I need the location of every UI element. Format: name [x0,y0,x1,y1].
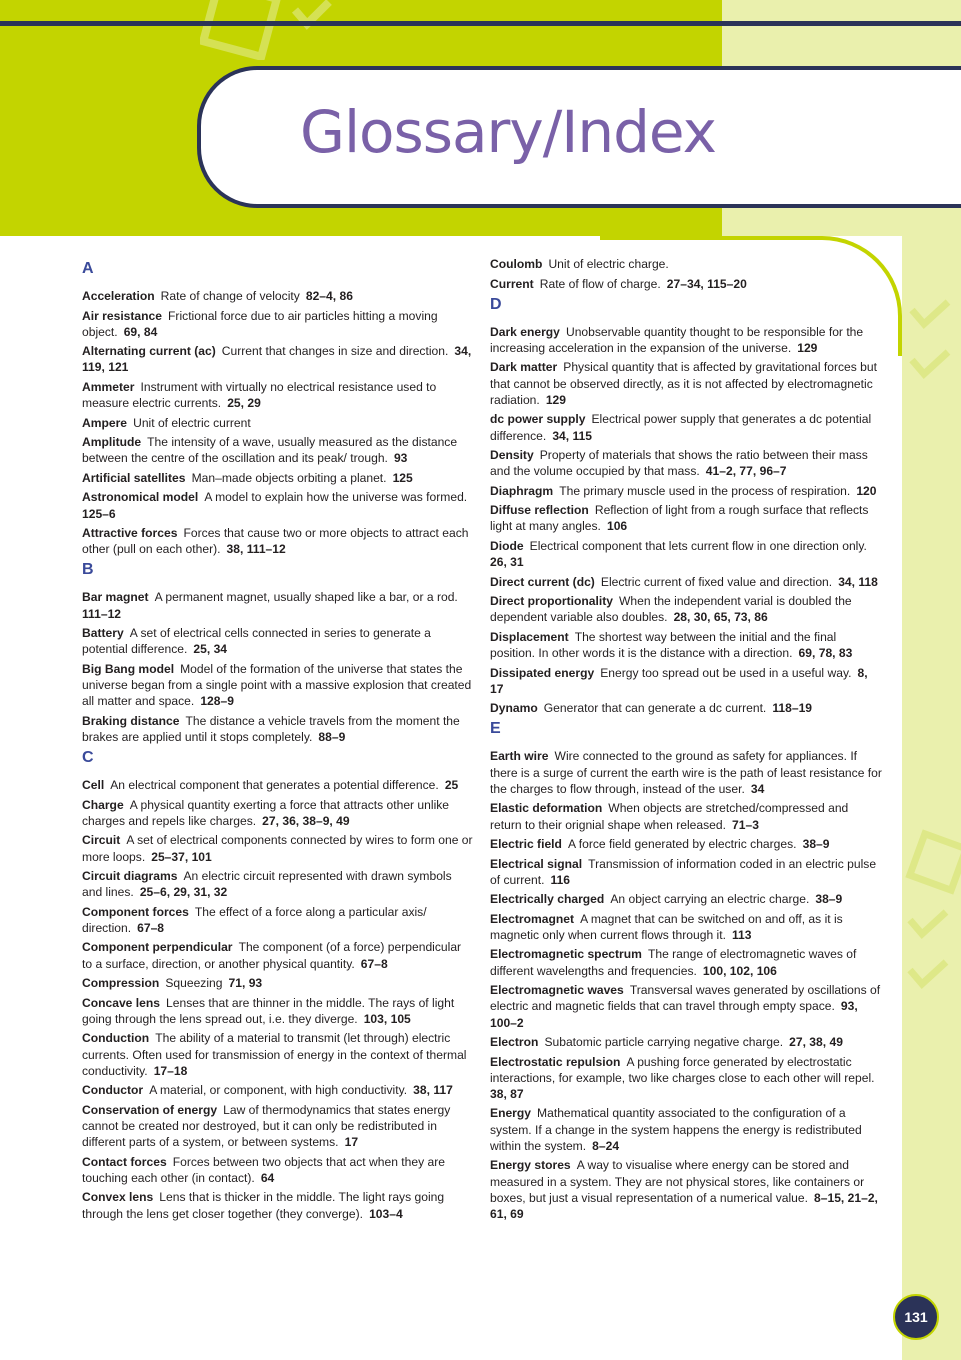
glossary-term: Charge [82,797,124,812]
glossary-entry [490,593,882,625]
glossary-entry [490,359,882,408]
glossary-definition: Model of the formation of the universe that states the universe began from a single point with a massive explosion that created all matter and space. [82,661,472,709]
glossary-definition: Rate of flow of charge. [539,276,661,291]
glossary-definition: Generator that can generate a dc current. [543,701,767,716]
glossary-term: Compression [82,976,160,991]
glossary-term: Density [490,448,534,463]
glossary-term: Component forces [82,904,189,919]
page-references[interactable]: 93 [393,451,408,466]
glossary-term: Electrical signal [490,856,583,871]
glossary-definition: A pushing force generated by electrostatic interactions, for example, two like charges close to each other will repel. [490,1054,875,1085]
page-references[interactable]: 129 [797,340,818,355]
glossary-definition: An electric circuit represented with drawn symbols and lines. [82,869,452,900]
glossary-definition: Transmission of information coded in an electric pulse of current. [490,856,877,887]
glossary-definition: Forces between two objects that act when they are touching each other (in contact). [82,1154,445,1185]
glossary-term: Circuit [82,833,121,848]
glossary-term: Electric field [490,837,562,852]
page-references[interactable]: 28, 30, 65, 73, 86 [673,610,768,625]
page-references[interactable]: 17 [344,1135,359,1150]
glossary-definition: A permanent magnet, usually shaped like a bar, or a rod. [154,590,458,605]
glossary-definition: A set of electrical components connected by wires to form one or more loops. [82,833,473,864]
glossary-term: Diffuse reflection [490,503,589,518]
glossary-entry [490,946,882,978]
glossary-term: Displacement [490,629,569,644]
glossary-entry [490,982,882,1031]
glossary-definition: Squeezing [165,976,223,991]
glossary-definition: Energy too spread out be used in a useful way. [600,665,852,680]
page-references[interactable]: 17–18 [153,1063,188,1078]
glossary-entry [490,891,882,907]
glossary-entry [82,868,474,900]
glossary-entry [82,288,474,304]
page-references[interactable]: 129 [545,392,566,407]
glossary-term: Braking distance [82,713,180,728]
glossary-definition: Lens that is thicker in the middle. The light rays going through the lens get closer together (they converge). [82,1190,445,1221]
page-references[interactable]: 34, 119, 121 [82,344,472,375]
glossary-entry [490,502,882,534]
glossary-term: Bar magnet [82,590,149,605]
glossary-definition: Instrument with virtually no electrical resistance used to measure electric currents. [82,379,437,411]
glossary-definition: Transversal waves generated by oscillations of electric and magnetic fields that can travel through empty space. [490,983,881,1014]
glossary-entry [490,574,882,590]
page-references[interactable]: 25, 29 [227,396,261,411]
glossary-definition: Lenses that are thinner in the middle. The rays of light going through the lens spread out, i.e. they diverge. [82,995,455,1026]
glossary-definition: The component (of a force) perpendicular to a surface, direction, or another physical quantity. [82,940,462,971]
glossary-definition: A material, or component, with high conductivity. [149,1083,408,1098]
glossary-term: Diaphragm [490,483,554,498]
page-references[interactable]: 38, 111–12 [226,542,286,557]
glossary-definition: Unit of electric current [133,415,251,430]
glossary-definition: A physical quantity exerting a force that attracts other unlike charges and repels like charges. [82,797,450,828]
glossary-column-left [82,256,474,1225]
glossary-definition: An object carrying an electric charge. [610,892,810,907]
page-references[interactable]: 106 [606,519,628,534]
glossary-term: Electromagnetic waves [490,983,624,998]
glossary-definition: A model to explain how the universe was formed. [204,490,468,505]
section-letter: C [82,749,94,767]
glossary-term: Dynamo [490,701,538,716]
glossary-definition: Electric current of fixed value and direction. [600,574,833,589]
glossary-term: Amplitude [82,435,142,450]
decorative-checkbox-pattern [200,0,360,60]
glossary-entry [490,836,882,852]
glossary-term: Dissipated energy [490,665,595,680]
glossary-definition: The primary muscle used in the process of respiration. [559,483,851,498]
glossary-definition: A magnet that can be switched on and off, as it is magnetic only when current flows through it. [490,911,843,942]
glossary-entry [490,629,882,661]
glossary-term: Alternating current (ac) [82,344,216,359]
glossary-entry [490,1034,882,1050]
glossary-entry [490,538,882,570]
section-letter: A [82,260,94,277]
glossary-term: Dark matter [490,360,558,375]
glossary-entry [82,1030,474,1079]
page-title: Glossary/Index [300,98,716,166]
glossary-term: Electrostatic repulsion [490,1054,621,1069]
glossary-definition: Electrical power supply that generates a dc potential difference. [490,412,872,443]
glossary-entry [82,832,474,864]
glossary-entry [82,1189,474,1221]
glossary-entry [82,797,474,829]
page-references[interactable]: 116 [550,872,571,887]
glossary-term: dc power supply [490,412,586,427]
glossary-entry [82,489,474,521]
page-references[interactable]: 125–6 [82,506,116,521]
glossary-definition: Property of materials that shows the ratio between their mass and the volume occupied by that mass. [490,448,868,479]
glossary-term: Ampere [82,415,128,430]
page-references[interactable]: 69, 78, 83 [798,646,853,661]
glossary-term: Contact forces [82,1154,167,1169]
page-references[interactable]: 38, 87 [490,1086,524,1101]
page-references[interactable]: 71–3 [732,817,759,832]
page-references[interactable]: 38–9 [815,892,843,907]
glossary-term: Conduction [82,1031,150,1046]
glossary-entry [490,256,882,272]
page-references[interactable]: 111–12 [82,606,122,621]
glossary-term: Circuit diagrams [82,869,178,884]
glossary-entry [82,470,474,486]
page-references[interactable]: 103–4 [369,1206,403,1221]
glossary-term: Attractive forces [82,526,178,541]
page-references[interactable]: 100, 102, 106 [702,963,777,978]
glossary-entry [490,748,882,797]
glossary-definition: Forces that cause two or more objects to attract each other (pull on each other). [82,526,469,557]
glossary-entry [490,324,882,356]
page-references[interactable]: 25, 34 [193,642,228,657]
glossary-definition: Man–made objects orbiting a planet. [191,470,387,485]
glossary-entry [490,447,882,479]
glossary-definition: When the independent varial is doubled the dependent variable also doubles. [490,594,852,625]
page-references[interactable]: 25 [444,778,459,793]
page-references[interactable]: 125 [392,470,413,485]
glossary-entry [82,589,474,621]
glossary-term: Concave lens [82,995,160,1010]
glossary-definition: Reflection of light from a rough surface that reflects light at many angles. [490,503,869,534]
glossary-term: Acceleration [82,289,155,303]
glossary-entry [82,308,474,340]
glossary-entry [82,1082,474,1098]
glossary-term: Astronomical model [82,490,199,505]
glossary-term: Current [490,276,534,291]
glossary-term: Elastic deformation [490,801,603,816]
glossary-term: Dark energy [490,324,560,339]
glossary-term: Big Bang model [82,661,175,676]
glossary-definition: The intensity of a wave, usually measured as the distance between the centre of the oscillation and its peak/ trough. [82,435,458,466]
page-number: 131 [893,1294,939,1340]
page-references[interactable]: 27, 36, 38–9, 49 [262,813,350,828]
page-references[interactable]: 8–24 [592,1138,620,1153]
glossary-term: Electromagnetic spectrum [490,947,642,962]
page-references[interactable]: 38, 117 [413,1083,453,1098]
glossary-definition: Unit of electric charge. [548,257,669,271]
glossary-term: Ammeter [82,379,135,394]
glossary-entry [490,483,882,499]
glossary-entry [490,665,882,697]
page-references[interactable]: 26, 31 [490,555,524,570]
glossary-entry [82,777,474,793]
section-letter: B [82,561,94,579]
glossary-definition: When objects are stretched/compressed and return to their orignial shape when released. [490,801,849,832]
glossary-entry [82,661,474,710]
glossary-definition: Subatomic particle carrying negative charge. [544,1035,784,1050]
page-references[interactable]: 93, 100–2 [490,999,858,1030]
glossary-term: Direct proportionality [490,594,613,609]
page-references[interactable]: 41–2, 77, 96–7 [705,464,787,479]
glossary-definition: The ability of a material to transmit (let through) electric currents. Often used for transmission of energy in the context of thermal conductivity. [82,1031,467,1078]
glossary-term: Coulomb [490,257,543,271]
page-references[interactable]: 34 [750,781,765,796]
glossary-entry [490,276,882,292]
page-references[interactable]: 67–8 [137,920,165,935]
glossary-entry [82,625,474,657]
glossary-entry [490,1054,882,1103]
page-references[interactable]: 82–4, 86 [305,289,353,303]
glossary-term: Earth wire [490,749,549,764]
page-references[interactable]: 25–37, 101 [151,849,212,864]
page-references[interactable]: 34, 115 [552,428,592,443]
glossary-definition: An electrical component that generates a potential difference. [110,778,439,793]
page-references[interactable]: 128–9 [200,694,234,709]
glossary-entry [490,1157,882,1222]
glossary-definition: The effect of a force along a particular axis/ direction. [82,904,427,935]
glossary-term: Conservation of energy [82,1102,218,1117]
glossary-entry [82,939,474,971]
glossary-term: Electrically charged [490,892,605,907]
page-references[interactable]: 113 [732,927,752,942]
page-references[interactable]: 27–34, 115–20 [666,276,747,291]
glossary-definition: The shortest way between the initial and the final position. In other words it is the distance with a direction. [490,629,837,661]
glossary-definition: Physical quantity that is affected by gravitational forces but that cannot be observed directly, as it is not affected by electromagnetic radiation. [490,360,877,407]
glossary-definition: Mathematical quantity associated to the configuration of a system. If a change in the system happens the energy is redistributed within the system. [490,1106,862,1153]
glossary-entry [82,343,474,375]
glossary-entry [82,415,474,431]
decorative-tick-pattern [902,280,961,1280]
header-rule [0,21,961,26]
glossary-definition: A set of electrical cells connected in series to generate a potential difference. [82,626,431,657]
page-references[interactable]: 34, 118 [838,574,878,589]
glossary-term: Air resistance [82,308,162,323]
page-references[interactable]: 8, 17 [490,665,868,696]
page-references[interactable]: 38–9 [802,837,830,852]
glossary-definition: Unobservable quantity thought to be responsible for the increasing acceleration in the expansion of the universe. [490,324,864,355]
page-references[interactable]: 88–9 [318,729,346,744]
glossary-definition: A way to visualise where energy can be stored and measured in a system. They are not physical stores, like containers or boxes, but just a visual representation of a numerical value. [490,1158,865,1205]
glossary-term: Direct current (dc) [490,574,595,589]
page-references[interactable]: 103, 105 [363,1011,411,1026]
section-letter: E [490,720,501,738]
glossary-entry [82,995,474,1027]
glossary-entry [82,975,474,991]
page-references[interactable]: 25–6, 29, 31, 32 [139,885,228,900]
glossary-entry [82,525,474,557]
glossary-term: Battery [82,626,124,641]
glossary-term: Artificial satellites [82,470,186,485]
glossary-definition: The range of electromagnetic waves of different wavelengths and frequencies. [490,947,857,978]
glossary-entry [82,904,474,936]
glossary-term: Electron [490,1035,539,1050]
glossary-column-right [490,256,882,1225]
page-references[interactable]: 71, 93 [228,976,263,991]
glossary-term: Energy stores [490,1158,571,1173]
page-references[interactable]: 64 [260,1170,275,1185]
glossary-entry [82,1102,474,1151]
glossary-term: Diode [490,538,524,553]
glossary-definition: Law of thermodynamics that states energy cannot be created nor destroyed, but it can only be redistributed in different parts of a system, or between systems. [82,1102,451,1150]
glossary-definition: A force field generated by electric charges. [567,837,797,852]
glossary-definition: Rate of change of velocity [160,289,300,303]
section-letter: D [490,295,502,313]
glossary-definition: The distance a vehicle travels from the moment the brakes are applied until it stops completely. [82,713,460,744]
glossary-term: Energy [490,1106,531,1121]
glossary-definition: Frictional force due to air particles hitting a moving object. [82,308,438,339]
page-references[interactable]: 69, 84 [123,324,158,339]
glossary-term: Component perpendicular [82,940,233,955]
glossary-entry [490,856,882,888]
glossary-entry [82,713,474,745]
glossary-entry [490,800,882,832]
glossary-definition: Wire connected to the ground as safety for appliances. If there is a surge of current the earth wire is the path of least resistance for the charges to flow through, instead of the user. [490,749,882,796]
glossary-definition: Electrical component that lets current flow in one direction only. [529,538,867,553]
page-references[interactable]: 27, 38, 49 [789,1035,843,1050]
glossary-entry [82,434,474,466]
glossary-entry [490,411,882,443]
glossary-entry [490,1105,882,1154]
page-references[interactable]: 118–19 [772,701,813,716]
glossary-entry [82,1154,474,1186]
glossary-term: Electromagnet [490,911,575,926]
glossary-term: Conductor [82,1083,144,1098]
page-references[interactable]: 120 [856,483,877,498]
glossary-entry [490,700,882,716]
page-references[interactable]: 67–8 [360,956,388,971]
glossary-term: Cell [82,778,105,793]
glossary-entry [490,911,882,943]
glossary-entry [82,379,474,411]
glossary-term: Convex lens [82,1190,154,1205]
page-references[interactable]: 8–15, 21–2, 61, 69 [490,1190,878,1221]
glossary-definition: Current that changes in size and direction. [221,344,449,359]
